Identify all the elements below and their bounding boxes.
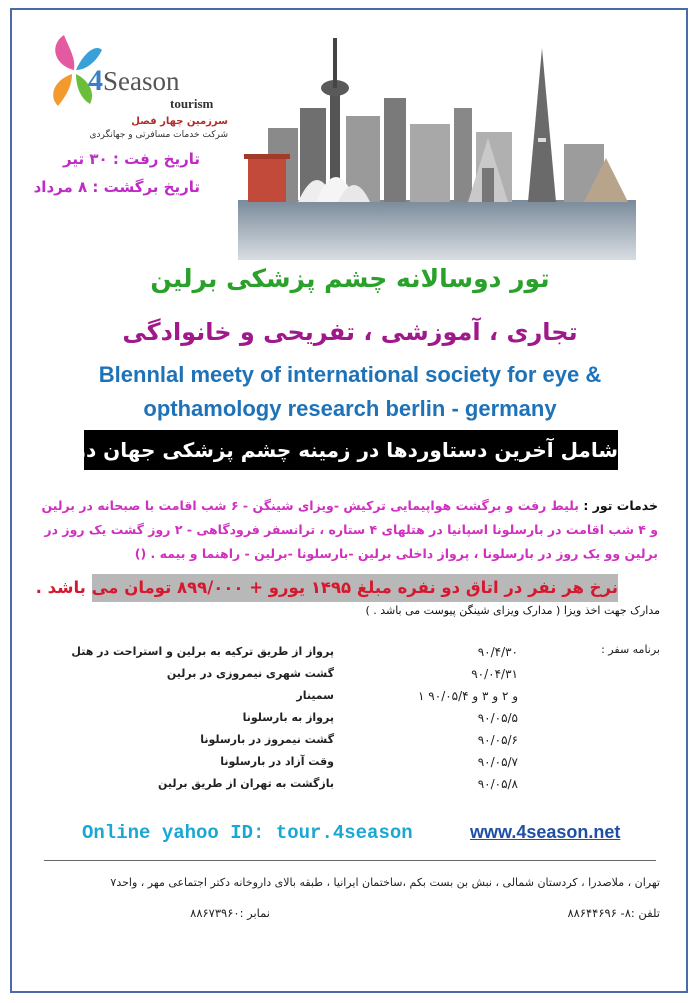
schedule-date: ۹۰/۰۵/۵ xyxy=(477,711,518,725)
schedule-date: ۹۰/۴/۳۰ xyxy=(477,645,518,659)
schedule-date: ۹۰/۰۵/۷ xyxy=(477,755,518,769)
schedule-row xyxy=(0,755,700,777)
schedule-date: ۹۰/۰۵/۶ xyxy=(477,733,518,747)
company-address: تهران ، ملاصدرا ، کردستان شمالی ، نبش بن بست بکم ،ساختمان ایرانیا ، طبقه بالای داروخانه دکتر اجتماعی مهر ، واحد۷ xyxy=(110,876,660,889)
phone-number: تلفن :۸- ۸۸۶۴۴۶۹۶ xyxy=(567,906,660,920)
tour-subtitle: تجاری ، آموزشی ، تفریحی و خانوادگی xyxy=(122,318,578,346)
logo-tagline: سرزمین چهار فصل xyxy=(131,116,228,127)
services-label: خدمات تور : xyxy=(583,498,658,513)
fax-number: نمابر :۸۸۶۷۳۹۶۰ xyxy=(190,906,270,920)
company-logo xyxy=(44,30,234,140)
return-date: تاریخ برگشت : ۸ مرداد xyxy=(33,178,200,196)
schedule-activity: وقت آزاد در بارسلونا xyxy=(220,755,334,768)
price-banner: نرخ هر نفر در اتاق دو نفره مبلغ ۱۴۹۵ یورو + ۸۹۹/۰۰۰ تومان می باشد . xyxy=(92,574,618,602)
yahoo-id: Online yahoo ID: tour.4season xyxy=(82,822,413,844)
website-link[interactable]: www.4season.net xyxy=(470,822,621,842)
schedule-activity: گشت نیمروز در بارسلونا xyxy=(200,733,334,746)
schedule-activity: پرواز به بارسلونا xyxy=(242,711,334,724)
schedule-label: برنامه سفر : xyxy=(601,643,660,656)
highlight-banner: شامل آخرین دستاوردها در زمینه چشم پزشکی جهان در برلین xyxy=(84,430,618,470)
visa-documents-note: مدارک جهت اخذ ویزا ( مدارک ویزای شینگن پیوست می باشد . ) xyxy=(365,604,660,617)
logo-wordmark: 4Season xyxy=(88,64,180,97)
schedule-row xyxy=(0,645,700,667)
schedule-row xyxy=(0,667,700,689)
schedule-row xyxy=(0,733,700,755)
schedule-activity: سمینار xyxy=(296,689,334,702)
departure-date: تاریخ رفت : ۳۰ تیر xyxy=(63,150,200,168)
schedule-row xyxy=(0,777,700,799)
schedule-activity: پرواز از طریق ترکیه به برلین و استراحت در هتل xyxy=(71,645,334,658)
schedule-date: ۹۰/۰۵/۸ xyxy=(477,777,518,791)
schedule-row xyxy=(0,689,700,711)
schedule-activity: بازگشت به تهران از طریق برلین xyxy=(157,777,334,790)
english-title-line1: Blennlal meety of international society for eye & xyxy=(98,362,602,387)
city-skyline-image xyxy=(238,28,636,260)
tour-title: تور دوسالانه چشم پزشکی برلین xyxy=(150,264,550,293)
schedule-activity: گشت شهری نیمروزی در برلین xyxy=(166,667,334,680)
tour-services xyxy=(40,494,658,566)
schedule-date: ۱ و ۲ و ۳ و ۹۰/۰۵/۴ xyxy=(418,689,518,703)
footer-divider xyxy=(44,860,656,861)
services-text: بلیط رفت و برگشت هواپیمایی ترکیش -ویزای شینگن - ۶ شب اقامت با صبحانه در برلین و ۴ شب اقامت در بارسلونا اسپانیا در هتلهای ۴ ستاره ، ترانسفر فرودگاهی - ۲ روز گشت یک روز در برلین وو یک روز در بارسلونا ، پرواز داخلی برلین -بارسلونا -برلین - راهنما و بیمه . () xyxy=(41,498,658,561)
logo-tourism: tourism xyxy=(170,96,214,111)
english-title-line2: opthamology research berlin - germany xyxy=(143,396,557,421)
logo-company-name: شرکت خدمات مسافرتی و جهانگردی xyxy=(89,130,228,140)
schedule-row xyxy=(0,711,700,733)
schedule-date: ۹۰/۰۴/۳۱ xyxy=(471,667,518,681)
